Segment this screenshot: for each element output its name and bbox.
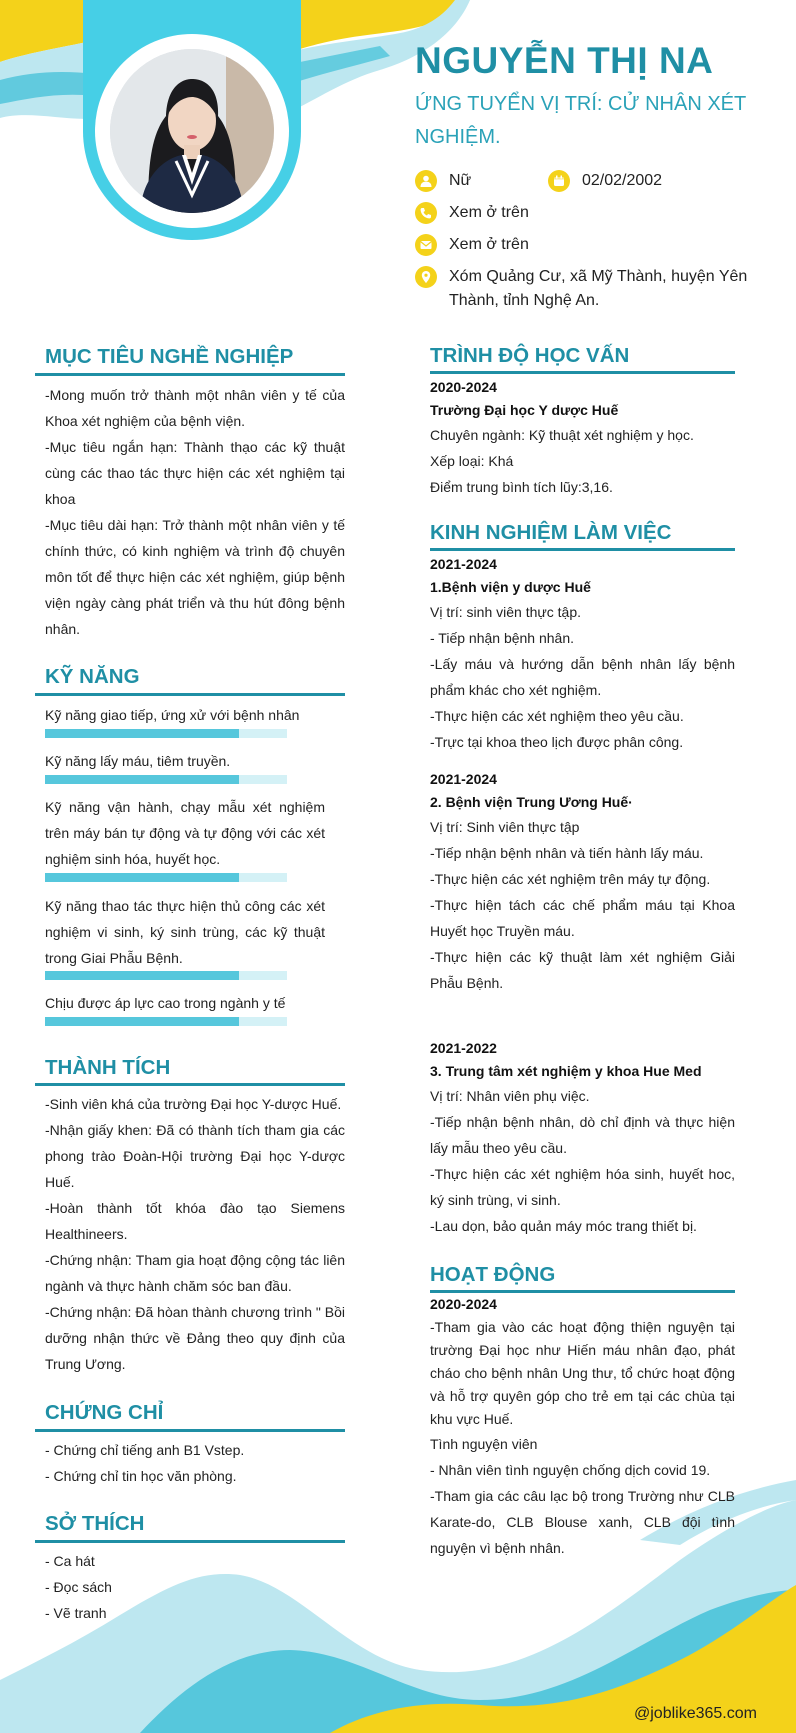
education-line: Xếp loại: Khá (430, 453, 514, 469)
phone-value: Xem ở trên (449, 204, 529, 221)
user-icon (415, 170, 437, 192)
info-phone (415, 201, 755, 225)
skill-bar (45, 1017, 287, 1026)
objective-item: -Mục tiêu ngắn hạn: Thành thạo các kỹ thuật cùng các thao tác thực hiện các xét nghiệm tại khoa (45, 439, 345, 507)
job-period: 2021-2022 (430, 1040, 497, 1056)
skill-bar-fill (45, 1017, 239, 1026)
certificate-item: - Chứng chỉ tiếng anh B1 Vstep. (45, 1442, 245, 1458)
activity-line: - Nhân viên tình nguyện chống dịch covid 19. (430, 1462, 711, 1478)
skills-divider (35, 693, 345, 696)
education-period: 2020-2024 (430, 379, 497, 395)
job-line: -Lấy máu và hướng dẫn bệnh nhân lấy bệnh phẩm khác cho xét nghiệm. (430, 656, 735, 698)
education-line: Điểm trung bình tích lũy:3,16. (430, 479, 613, 495)
gender-value: Nữ (449, 172, 472, 189)
objective-item: -Mục tiêu dài hạn: Trở thành một nhân viên y tế chính thức, có kinh nghiệm và trình độ chuyên môn tốt để thực hiện các xét nghiệm, giúp bệnh viện ngày càng phát triển và thu hút đông bệnh nhân. (45, 517, 345, 637)
objective-title: MỤC TIÊU NGHỀ NGHIỆP (45, 345, 294, 368)
experience-job (430, 768, 735, 996)
achievements-content (45, 1091, 345, 1377)
experience-job (430, 1037, 735, 1239)
photo-frame (83, 0, 301, 240)
skills-title: KỸ NĂNG (45, 665, 140, 688)
achievement-item: -Chứng nhận: Đã hòan thành chương trình " Bồi dưỡng nhận thức về Đảng theo quy định của Trung Ương. (45, 1304, 345, 1372)
objective-content (45, 382, 345, 642)
experience-job (430, 553, 735, 755)
certificates-content (45, 1437, 345, 1489)
education-content (430, 376, 735, 500)
achievement-item: -Sinh viên khá của trường Đại học Y-dược Huế. (45, 1096, 342, 1112)
objective-item: -Mong muốn trở thành một nhân viên y tế của Khoa xét nghiệm của bệnh viện. (45, 387, 345, 429)
info-dob (548, 169, 748, 193)
activities-content (430, 1293, 735, 1561)
avatar (110, 49, 274, 213)
skill-bar-fill (45, 971, 239, 980)
email-value: Xem ở trên (449, 236, 529, 253)
job-place: 3. Trung tâm xét nghiệm y khoa Hue Med (430, 1063, 702, 1079)
education-school: Trường Đại học Y dược Huế (430, 402, 619, 418)
calendar-icon (548, 170, 570, 192)
activities-period: 2020-2024 (430, 1296, 497, 1312)
certificates-divider (35, 1429, 345, 1432)
dob-value: 02/02/2002 (582, 172, 663, 189)
info-gender (415, 169, 535, 193)
skill-bar (45, 971, 287, 980)
mail-icon (415, 234, 437, 256)
achievement-item: -Nhận giấy khen: Đã có thành tích tham gia các phong trào Đoàn-Hội trường Đại học Y-dược Huế. (45, 1122, 345, 1190)
job-line: -Thực hiện các kỹ thuật làm xét nghiệm Giải Phẫu Bệnh. (430, 949, 735, 991)
job-line: -Thực hiện tách các chế phẩm máu tại Khoa Huyết học Truyền máu. (430, 897, 735, 939)
activities-title: HOẠT ĐỘNG (430, 1263, 556, 1286)
skill-bar (45, 873, 287, 882)
site-brand: @joblike365.com (634, 1705, 757, 1722)
achievement-item: -Hoàn thành tốt khóa đào tạo Siemens Healthineers. (45, 1200, 345, 1242)
skill-label: Chịu được áp lực cao trong ngành y tế (45, 995, 286, 1011)
job-period: 2021-2024 (430, 556, 497, 572)
activity-line: -Tham gia các câu lạc bộ trong Trường như CLB Karate-do, CLB Blouse xanh, CLB đội tình nguyện vì bệnh nhân. (430, 1488, 735, 1556)
skill-bar (45, 729, 287, 738)
info-address (415, 265, 760, 313)
skill-bar-fill (45, 729, 239, 738)
hobby-item: - Ca hát (45, 1553, 95, 1569)
address-value: Xóm Quảng Cư, xã Mỹ Thành, huyện Yên Thành, tỉnh Nghệ An. (449, 268, 748, 309)
hobby-item: - Vẽ tranh (45, 1605, 107, 1621)
education-title: TRÌNH ĐỘ HỌC VẤN (430, 344, 630, 367)
hobby-item: - Đọc sách (45, 1579, 112, 1595)
achievements-divider (35, 1083, 345, 1086)
hobbies-content (45, 1548, 345, 1626)
applied-position: ỨNG TUYỂN VỊ TRÍ: CỬ NHÂN XÉT NGHIỆM. (415, 93, 746, 148)
experience-title: KINH NGHIỆM LÀM VIỆC (430, 521, 672, 544)
hobbies-title: SỞ THÍCH (45, 1512, 145, 1535)
activity-line: -Tham gia vào các hoạt động thiện nguyện tại trường Đại học như Hiến máu nhân đạo, phát cháo cho bệnh nhân Ung thư, tổ chức hoạt động và hỗ trợ quyên góp cho trẻ em tại các chùa tại khu vực Huế. (430, 1319, 735, 1427)
education-divider (430, 371, 735, 374)
job-line: - Tiếp nhận bệnh nhân. (430, 630, 575, 646)
job-period: 2021-2024 (430, 771, 497, 787)
education-line: Chuyên ngành: Kỹ thuật xét nghiệm y học. (430, 427, 694, 443)
info-email (415, 233, 755, 257)
job-line: -Trực tại khoa theo lịch được phân công. (430, 734, 684, 750)
location-pin-icon (415, 266, 437, 288)
objective-divider (35, 373, 345, 376)
candidate-name: NGUYỄN THỊ NA (415, 40, 714, 81)
phone-icon (415, 202, 437, 224)
experience-divider (430, 548, 735, 551)
activity-line: Tình nguyện viên (430, 1436, 538, 1452)
job-line: -Thực hiện các xét nghiệm theo yêu cầu. (430, 708, 684, 724)
job-line: -Thực hiện các xét nghiệm trên máy tự động. (430, 871, 711, 887)
skill-bar (45, 775, 287, 784)
skill-label: Kỹ năng lấy máu, tiêm truyền. (45, 753, 231, 769)
skill-label: Kỹ năng thao tác thực hiện thủ công các xét nghiệm vi sinh, ký sinh trùng, các kỹ thuật trong Giai Phẫu Bệnh. (45, 898, 325, 966)
job-place: 1.Bệnh viện y dược Huế (430, 579, 591, 595)
job-place: 2. Bệnh viện Trung Ương Huế· (430, 794, 633, 810)
skill-bar-fill (45, 873, 239, 882)
job-line: -Thực hiện các xét nghiệm hóa sinh, huyết hoc, ký sinh trùng, vi sinh. (430, 1166, 735, 1208)
portrait-illustration (110, 49, 274, 213)
job-line: -Tiếp nhận bệnh nhân, dò chỉ định và thực hiện lấy mẫu theo yêu cầu. (430, 1114, 735, 1156)
job-line: Vị trí: sinh viên thực tập. (430, 604, 581, 620)
skill-label: Kỹ năng vận hành, chạy mẫu xét nghiệm trên máy bán tự động và tự động với các xét nghiệm sinh hóa, huyết học. (45, 799, 325, 867)
achievement-item: -Chứng nhận: Tham gia hoạt động cộng tác liên ngành và thực hành chăm sóc ban đầu. (45, 1252, 345, 1294)
certificates-title: CHỨNG CHỈ (45, 1401, 164, 1424)
achievements-title: THÀNH TÍCH (45, 1056, 171, 1079)
hobbies-divider (35, 1540, 345, 1543)
certificate-item: - Chứng chỉ tin học văn phòng. (45, 1468, 237, 1484)
job-line: -Tiếp nhận bệnh nhân và tiến hành lấy máu. (430, 845, 704, 861)
skill-label: Kỹ năng giao tiếp, ứng xử với bệnh nhân (45, 707, 300, 723)
job-line: -Lau dọn, bảo quản máy móc trang thiết bị. (430, 1218, 697, 1234)
skill-bar-fill (45, 775, 239, 784)
job-line: Vị trí: Nhân viên phụ việc. (430, 1088, 590, 1104)
job-line: Vị trí: Sinh viên thực tập (430, 819, 580, 835)
